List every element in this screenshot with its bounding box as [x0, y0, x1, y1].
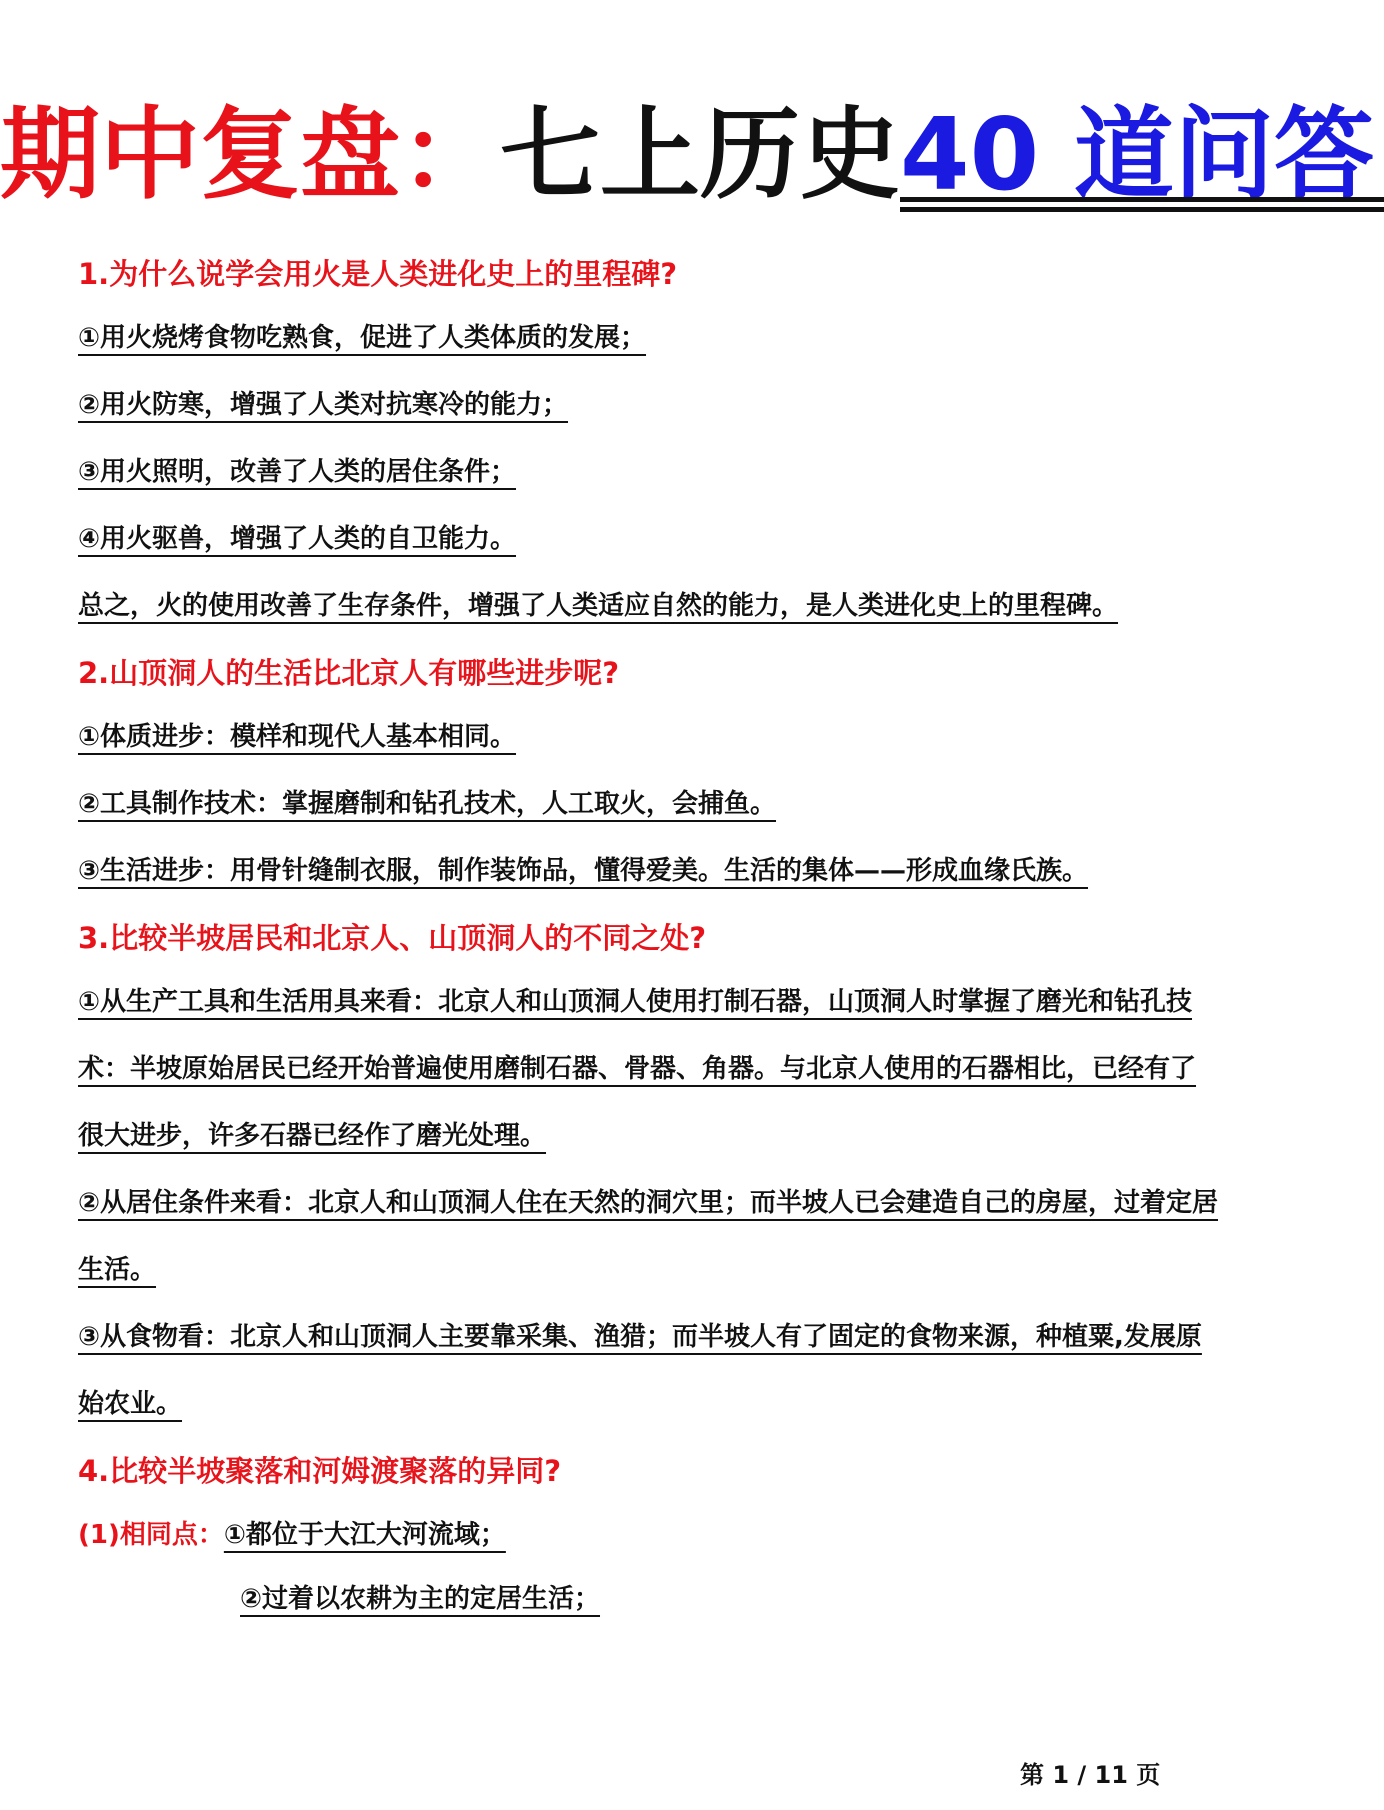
answer-1-4: ④用火驱兽，增强了人类的自卫能力。: [78, 524, 517, 554]
answer-3-3: ③从食物看：北京人和山顶洞人主要靠采集、渔猎；而半坡人有了固定的食物来源，种植粟,发展原始农业。: [78, 1322, 1202, 1419]
similarities-label: (1)相同点：: [78, 1520, 224, 1550]
answer-1-2: ②用火防寒，增强了人类对抗寒冷的能力；: [78, 390, 569, 420]
title-colon: ：: [400, 96, 500, 213]
answer-1-summary: 总之，火的使用改善了生存条件，增强了人类适应自然的能力，是人类进化史上的里程碑。: [78, 591, 1119, 621]
question-2: 2.山顶洞人的生活比北京人有哪些进步呢?: [78, 656, 620, 690]
answer-2-2: ②工具制作技术：掌握磨制和钻孔技术，人工取火，会捕鱼。: [78, 789, 777, 819]
answer-1-1: ①用火烧烤食物吃熟食，促进了人类体质的发展；: [78, 323, 647, 353]
title-part-3: 40 道问答: [900, 80, 1374, 230]
answer-2-3: ③生活进步：用骨针缝制衣服，制作装饰品，懂得爱美。生活的集体——形成血缘氏族。: [78, 856, 1089, 886]
title-part-2: 七上历史: [500, 96, 900, 213]
page-title: [0, 80, 1374, 230]
document-body: [78, 242, 1218, 1634]
title-part-1: 期中复盘: [0, 96, 400, 213]
question-1: 1.为什么说学会用火是人类进化史上的里程碑?: [78, 257, 678, 291]
answer-2-1: ①体质进步：模样和现代人基本相同。: [78, 722, 517, 752]
similarity-2: ②过着以农耕为主的定居生活；: [240, 1584, 601, 1614]
answer-3-2: ②从居住条件来看：北京人和山顶洞人住在天然的洞穴里；而半坡人已会建造自己的房屋，过着定居生活。: [78, 1188, 1219, 1285]
question-3: 3.比较半坡居民和北京人、山顶洞人的不同之处?: [78, 921, 707, 955]
similarity-1: ①都位于大江大河流域；: [223, 1520, 506, 1550]
page-number: 第 1 / 11 页: [1020, 1761, 1161, 1789]
answer-1-3: ③用火照明，改善了人类的居住条件；: [78, 457, 517, 487]
answer-3-1: ①从生产工具和生活用具来看：北京人和山顶洞人使用打制石器，山顶洞人时掌握了磨光和钻孔技术：半坡原始居民已经开始普遍使用磨制石器、骨器、角器。与北京人使用的石器相比，已经有了很大进步，许多石器已经作了磨光处理。: [78, 987, 1197, 1151]
question-4: 4.比较半坡聚落和河姆渡聚落的异同?: [78, 1454, 562, 1488]
